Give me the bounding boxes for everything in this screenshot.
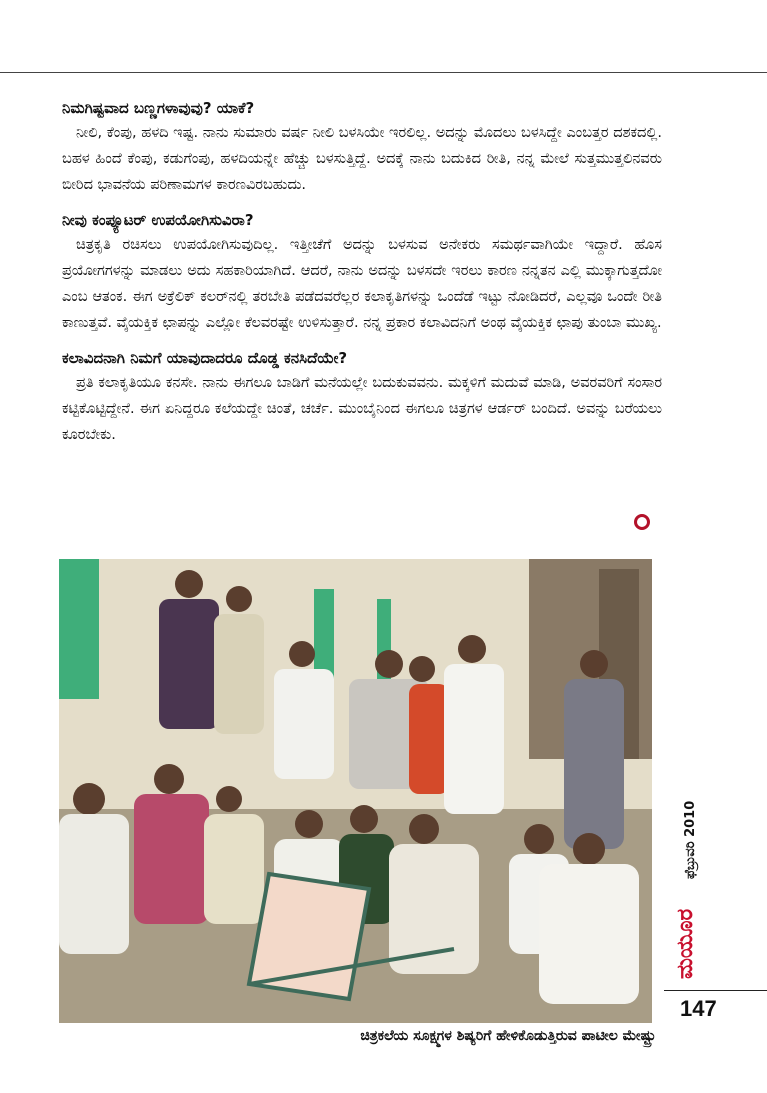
page-number-rule	[664, 990, 767, 991]
question-2: ನೀವು ಕಂಪ್ಯೂಟರ್ ಉಪಯೋಗಿಸುವಿರಾ?	[62, 211, 254, 229]
header-rule	[0, 72, 767, 73]
issue-date: ಫೆಬ್ರುವರಿ 2010	[683, 800, 698, 880]
group-photo	[59, 559, 652, 1023]
answer-1: ನೀಲಿ, ಕೆಂಪು, ಹಳದಿ ಇಷ್ಟ. ನಾನು ಸುಮಾರು ವರ್ಷ ನೀಲಿ ಬಳಸಿಯೇ ಇರಲಿಲ್ಲ. ಅದನ್ನು ಮೊದಲು ಬಳಸಿದ್ದೇ ಎಂಬತ್ತರ ದಶಕದಲ್ಲಿ. ಬಹಳ ಹಿಂದೆ ಕೆಂಪು, ಕಡುಗೆಂಪು, ಹಳದಿಯನ್ನೇ ಹೆಚ್ಚು ಬಳಸುತ್ತಿದ್ದೆ. ಅದಕ್ಕೆ ನಾನು ಬದುಕಿದ ರೀತಿ, ನನ್ನ ಮೇಲೆ ಸುತ್ತಮುತ್ತಲಿನವರು ಬೀರಿದ ಭಾವನೆಯ ಪರಿಣಾಮಗಳ ಕಾರಣವಿರಬಹುದು.	[62, 125, 662, 193]
answer-3: ಪ್ರತಿ ಕಲಾಕೃತಿಯೂ ಕನಸೇ. ನಾನು ಈಗಲೂ ಬಾಡಿಗೆ ಮನೆಯಲ್ಲೇ ಬದುಕುವವನು. ಮಕ್ಕಳಿಗೆ ಮದುವೆ ಮಾಡಿ, ಅವರವರಿಗೆ ಸಂಸಾರ ಕಟ್ಟಿಕೊಟ್ಟಿದ್ದೇನೆ. ಈಗ ಏನಿದ್ದರೂ ಕಲೆಯದ್ದೇ ಚಿಂತೆ, ಚರ್ಚೆ. ಮುಂಬೈನಿಂದ ಈಗಲೂ ಚಿತ್ರಗಳ ಆರ್ಡರ್ ಬಂದಿದೆ. ಅವನ್ನು ಬರೆಯಲು ಕೂರಬೇಕು.	[62, 375, 662, 443]
interview-body	[62, 96, 662, 458]
magazine-logo: ಮಯೂರ	[673, 908, 698, 980]
question-1: ನಿಮಗಿಷ್ಟವಾದ ಬಣ್ಣಗಳಾವುವು? ಯಾಕೆ?	[62, 99, 255, 117]
photo-caption: ಚಿತ್ರಕಲೆಯ ಸೂಕ್ಷ್ಮಗಳ ಶಿಷ್ಯರಿಗೆ ಹೇಳಿಕೊಡುತ್ತಿರುವ ಪಾಟೀಲ ಮೇಷ್ಟ್ರು	[360, 1028, 656, 1044]
article-end-mark-icon	[634, 514, 650, 530]
page-number: 147	[680, 996, 717, 1021]
answer-2: ಚಿತ್ರಕೃತಿ ರಚಿಸಲು ಉಪಯೋಗಿಸುವುದಿಲ್ಲ. ಇತ್ತೀಚೆಗೆ ಅದನ್ನು ಬಳಸುವ ಅನೇಕರು ಸಮರ್ಥವಾಗಿಯೇ ಇದ್ದಾರೆ. ಹೊಸ ಪ್ರಯೋಗಗಳನ್ನು ಮಾಡಲು ಅದು ಸಹಕಾರಿಯಾಗಿದೆ. ಆದರೆ, ನಾನು ಅದನ್ನು ಬಳಸದೇ ಇರಲು ಕಾರಣ ನನ್ನತನ ಎಲ್ಲಿ ಮುಕ್ಕಾಗುತ್ತದೋ ಎಂಬ ಆತಂಕ. ಈಗ ಅಕ್ರೆಲಿಕ್ ಕಲರ್‌ನಲ್ಲಿ ತರಬೇತಿ ಪಡೆದವರೆಲ್ಲರ ಕಲಾಕೃತಿಗಳನ್ನು ಒಂದೆಡೆ ಇಟ್ಟು ನೋಡಿದರೆ, ಎಲ್ಲವೂ ಒಂದೇ ರೀತಿ ಕಾಣುತ್ತವೆ. ವೈಯಕ್ತಿಕ ಛಾಪನ್ನು ಎಲ್ಲೋ ಕೆಲವರಷ್ಟೇ ಉಳಿಸುತ್ತಾರೆ. ನನ್ನ ಪ್ರಕಾರ ಕಲಾವಿದನಿಗೆ ಅಂಥ ವೈಯಕ್ತಿಕ ಛಾಪು ತುಂಬಾ ಮುಖ್ಯ.	[62, 237, 662, 331]
question-3: ಕಲಾವಿದನಾಗಿ ನಿಮಗೆ ಯಾವುದಾದರೂ ದೊಡ್ಡ ಕನಸಿದೆಯೇ?	[62, 349, 348, 367]
